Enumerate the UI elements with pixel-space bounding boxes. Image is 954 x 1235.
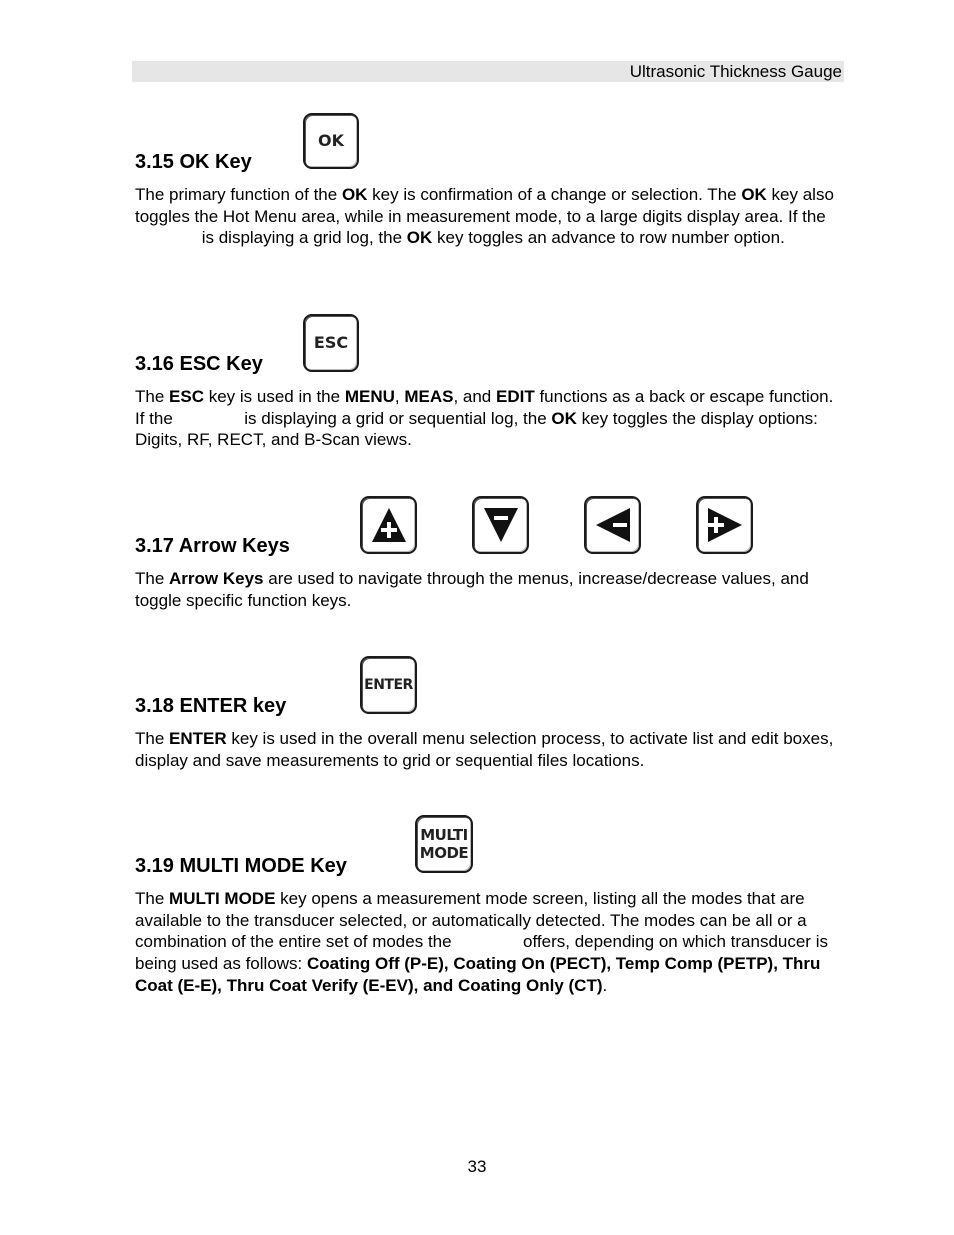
arrow-keys-paragraph: The Arrow Keys are used to navigate through the menus, increase/decrease values, and toggle specific function keys. — [135, 569, 809, 610]
enter-key-paragraph: The ENTER key is used in the overall menu selection process, to activate list and edit boxes, display and save measurements to grid or sequential files locations. — [135, 729, 834, 770]
up-plus-arrow-icon — [360, 496, 417, 554]
running-header — [132, 61, 844, 82]
page-number: 33 — [467, 1157, 487, 1176]
multi-mode-paragraph: The MULTI MODE key opens a measurement mode screen, listing all the modes that are available to the transducer selected, or automatically detected. The modes can be all or a combination of the entire set of modes the offers, depending on which transducer is being used as follows: Coating Off (P-E), Coating On (PECT), Temp Comp (PETP), Thru Coat (E-E), Thru Coat Verify (E-EV), and Coating Only (CT). — [135, 889, 828, 995]
esc-key-paragraph: The ESC key is used in the MENU, MEAS, and EDIT functions as a back or escape function. If the is displaying a grid or sequential log, the OK key toggles the display options: Digits, RF, RECT, and B-Scan views. — [135, 387, 834, 450]
multi-mode-key-icon: MULTI MODE — [415, 815, 473, 873]
section-title-enter-key: 3.18 ENTER key — [135, 695, 287, 717]
section-title-ok-key: 3.15 OK Key — [135, 151, 252, 173]
ok-key-icon: OK — [303, 113, 359, 169]
ok-key-paragraph: The primary function of the OK key is confirmation of a change or selection. The OK key also toggles the Hot Menu area, while in measurement mode, to a large digits display area. If the is displaying a grid log, the OK key toggles an advance to row number option. — [135, 185, 834, 248]
right-plus-arrow-icon — [696, 496, 753, 554]
left-minus-arrow-icon — [584, 496, 641, 554]
esc-key-icon: ESC — [303, 314, 359, 372]
section-title-arrow-keys: 3.17 Arrow Keys — [135, 535, 290, 557]
down-minus-arrow-icon — [472, 496, 529, 554]
header-title: Ultrasonic Thickness Gauge — [629, 62, 842, 81]
enter-key-icon: ENTER — [360, 656, 417, 714]
section-title-esc-key: 3.16 ESC Key — [135, 353, 263, 375]
section-title-multi-mode-key: 3.19 MULTI MODE Key — [135, 855, 347, 877]
